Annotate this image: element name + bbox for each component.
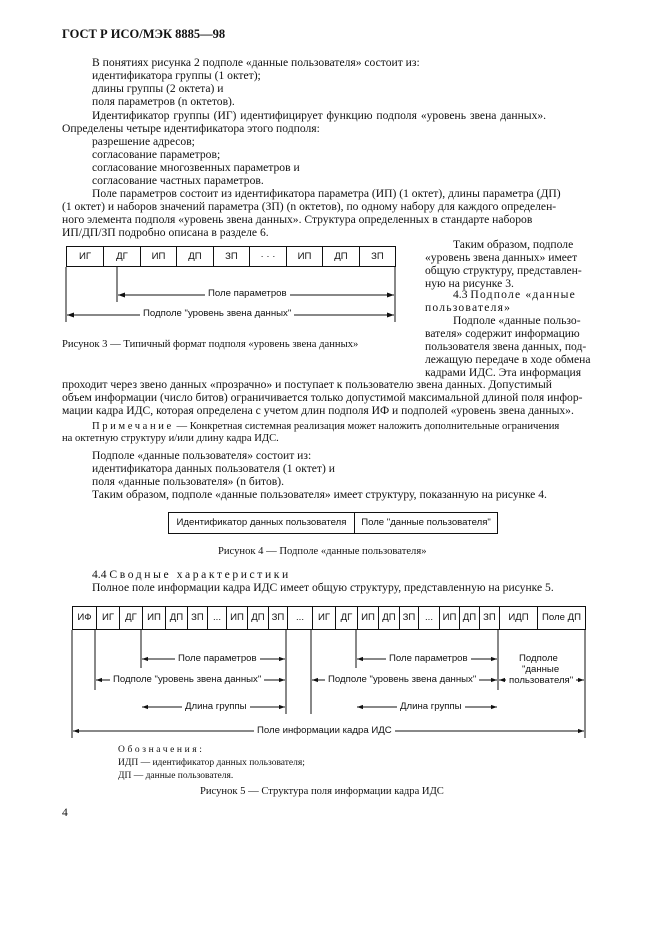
fig3-cell: ИП <box>140 247 176 266</box>
fig5-cell: ИГ <box>312 607 335 629</box>
fig4-cell-user-id: Идентификатор данных пользователя <box>176 517 347 528</box>
fig5-label-length: Длина группы <box>182 701 250 712</box>
fig5-cell: ДП <box>165 607 187 629</box>
fig5-label-user: Подполе <box>516 653 561 664</box>
side-text-line: ную на рисунке 3. <box>425 277 514 290</box>
section-title: Сводные характеристики <box>109 568 291 581</box>
list-item: идентификатора группы (1 октет); <box>92 69 261 82</box>
fig5-cell: ЗП <box>187 607 207 629</box>
list-item: поля параметров (n октетов). <box>92 95 235 108</box>
list-item: согласование частных параметров. <box>92 174 264 187</box>
fig5-label-params: Поле параметров <box>386 653 471 664</box>
fig5-cell: ЗП <box>479 607 499 629</box>
side-text-line: вателя» содержит информацию <box>425 327 580 340</box>
list-item: согласование параметров; <box>92 148 221 161</box>
paragraph-line: Подполе «данные пользователя» состоит из: <box>92 449 312 462</box>
fig5-cell: ЗП <box>268 607 287 629</box>
section-number: 4.3 <box>453 288 468 301</box>
fig5-cell: ИП <box>226 607 247 629</box>
fig3-cell: ДП <box>322 247 359 266</box>
paragraph-line: объем информации (число битов) ограничивается только допустимой максимальной длиной поля инфор- <box>62 391 583 404</box>
paragraph-line: ИП/ДП/ЗП подробно описана в разделе 6. <box>62 226 269 239</box>
side-text-line: кадрами ИДС. Эта информация <box>425 366 582 379</box>
fig5-cell: ... <box>207 607 226 629</box>
fig5-cell: ИП <box>142 607 165 629</box>
fig3-cell: ЗП <box>213 247 249 266</box>
fig3-label-params: Поле параметров <box>205 288 290 299</box>
list-item: длины группы (2 октета) и <box>92 82 224 95</box>
fig4-caption: Рисунок 4 — Подполе «данные пользователя» <box>218 546 427 557</box>
list-item: согласование многозвенных параметров и <box>92 161 300 174</box>
side-text-line: пользователя звена данных, под- <box>425 340 587 353</box>
paragraph-line: В понятиях рисунка 2 подполе «данные пользователя» состоит из: <box>92 56 420 69</box>
note-text: на октетную структуру и/или длину кадра ИДС. <box>62 433 279 444</box>
fig3-cell: ЗП <box>359 247 395 266</box>
paragraph-line: ного элемента подполя «уровень звена данных». Структура определенных в стандарте наборов <box>62 213 533 226</box>
fig5-caption: Рисунок 5 — Структура поля информации кадра ИДС <box>200 786 444 797</box>
list-item: идентификатора данных пользователя (1 октет) и <box>92 462 335 475</box>
fig3-cell: ДП <box>176 247 213 266</box>
fig5-legend-item: ДП — данные пользователя. <box>118 771 234 781</box>
fig3-caption: Рисунок 3 — Типичный формат подполя «уровень звена данных» <box>62 339 359 350</box>
fig4-cell-user-data: Поле "данные пользователя" <box>354 513 497 533</box>
fig5-cell: ИДП <box>499 607 537 629</box>
fig5-cell: Поле ДП <box>537 607 585 629</box>
paragraph-line: Идентификатор группы (ИГ) идентифицирует функцию подполя «уровень звена данных». <box>92 109 547 122</box>
paragraph-line: Поле параметров состоит из идентификатора параметра (ИП) (1 октет), длины параметра (ДП) <box>92 187 561 200</box>
fig5-cell: ДГ <box>335 607 357 629</box>
fig5-legend-item: ИДП — идентификатор данных пользователя; <box>118 758 305 768</box>
fig5-label-params: Поле параметров <box>175 653 260 664</box>
side-text-line: Подполе «данные пользо- <box>453 314 581 327</box>
paragraph-line: проходит через звено данных «прозрачно» и поступает к пользователю звена данных. Допустимый <box>62 378 552 391</box>
paragraph-line: Полное поле информации кадра ИДС имеет общую структуру, представленную на рисунке 5. <box>92 581 554 594</box>
section-title-part: пользователя» <box>425 301 512 314</box>
fig5-cell: ИГ <box>96 607 119 629</box>
section-number: 4.4 <box>92 568 107 581</box>
fig5-cell: ДП <box>247 607 268 629</box>
fig3-cell: ИП <box>286 247 322 266</box>
page-header: ГОСТ Р ИСО/МЭК 8885—98 <box>62 27 226 41</box>
paragraph-line: Таким образом, подполе «данные пользователя» имеет структуру, показанную на рисунке 4. <box>92 488 547 501</box>
fig5-cell: ДГ <box>119 607 142 629</box>
side-text-line: Таким образом, подполе <box>453 238 574 251</box>
note-text: — Конкретная системная реализация может наложить дополнительные ограничения <box>173 421 560 432</box>
fig3-cell: · · · <box>249 247 286 266</box>
paragraph-line: (1 октет) и наборов значений параметра (ЗП) (n октетов), по одному набору для каждого определен- <box>62 200 557 213</box>
side-text-line: «уровень звена данных» имеет <box>425 251 578 264</box>
side-text-line: общую структуру, представлен- <box>425 264 582 277</box>
fig5-label-user: пользователя" <box>506 675 576 686</box>
fig5-cell: ДП <box>459 607 479 629</box>
page-number: 4 <box>62 806 68 819</box>
fig5-cell: ... <box>418 607 439 629</box>
section-title-part: Подполе «данные <box>470 288 577 301</box>
fig5-label-sub: Подполе "уровень звена данных" <box>110 674 264 685</box>
fig5-cell: ДП <box>378 607 399 629</box>
fig5-cell: ИФ <box>77 612 92 623</box>
list-item: разрешение адресов; <box>92 135 195 148</box>
fig5-cell: ИП <box>439 607 459 629</box>
paragraph-line: Определены четыре идентификатора этого подполя: <box>62 122 320 135</box>
list-item: поля «данные пользователя» (n битов). <box>92 475 284 488</box>
note-label: Примечание <box>92 421 174 432</box>
fig5-label-length: Длина группы <box>397 701 465 712</box>
fig5-legend-title: Обозначения: <box>118 745 205 755</box>
fig5-cell: ИП <box>357 607 378 629</box>
fig5-label-info-field: Поле информации кадра ИДС <box>254 725 395 736</box>
side-text-line: лежащую передаче в ходе обмена <box>425 353 591 366</box>
fig5-label-sub: Подполе "уровень звена данных" <box>325 674 479 685</box>
fig3-cell: ИГ <box>78 250 92 262</box>
fig5-cell: ... <box>287 607 312 629</box>
fig5-cell: ЗП <box>399 607 418 629</box>
paragraph-line: мации кадра ИДС, которая определена с учетом длин подполя ИФ и подполей «уровень звена данных». <box>62 404 574 417</box>
fig3-cell: ДГ <box>103 247 140 266</box>
fig3-label-sub: Подполе "уровень звена данных" <box>140 308 294 319</box>
fig5-label-user: "данные <box>519 664 562 675</box>
